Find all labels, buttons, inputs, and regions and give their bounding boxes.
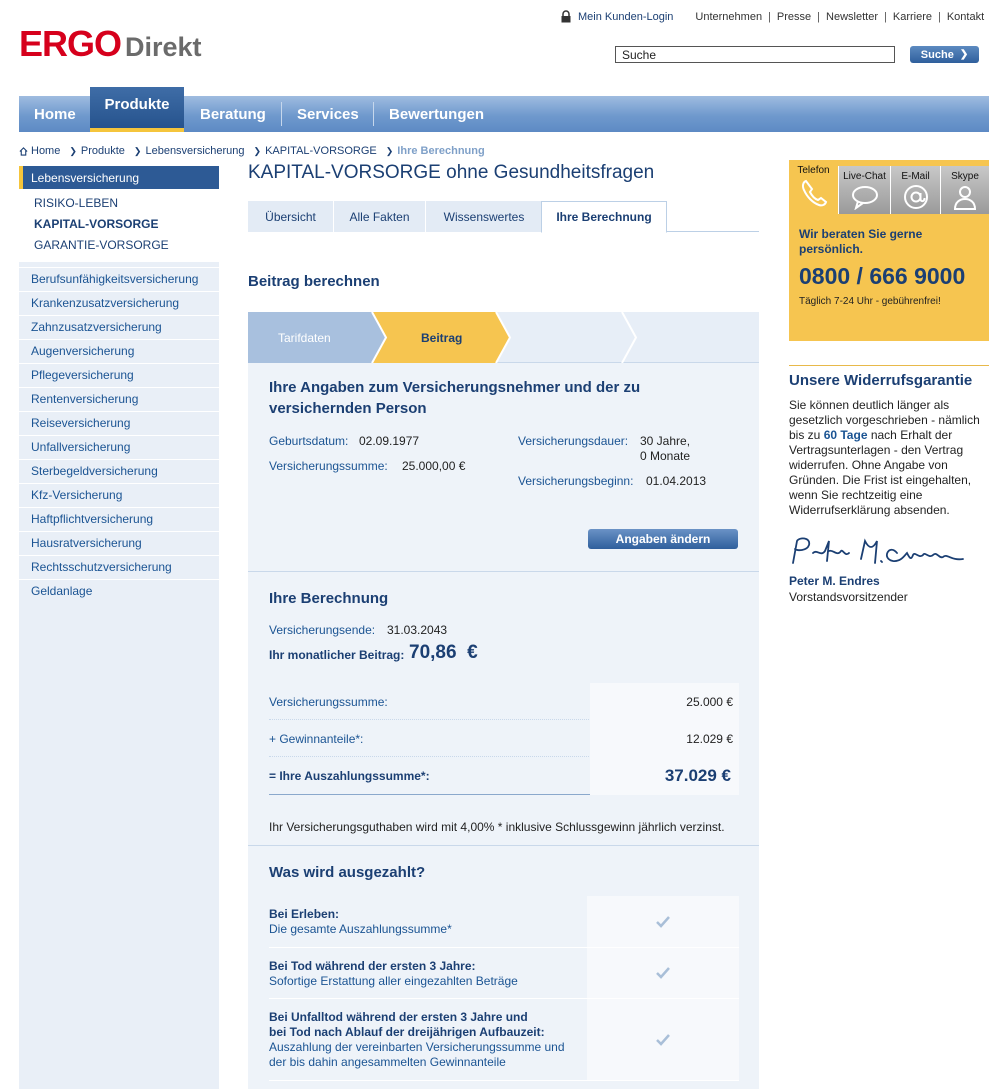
table-row [269,683,739,720]
page-title: KAPITAL-VORSORGE ohne Gesundheitsfragen [248,162,655,183]
auszahlung-bold: bei Tod nach Ablauf der dreijährigen Aufbauzeit: [269,1025,545,1039]
top-link-newsletter[interactable]: Newsletter [826,10,878,23]
breadcrumb-home[interactable] [19,145,60,157]
berechnung-panel [248,572,759,845]
breadcrumb-home-label: Home [31,145,61,157]
table-row [269,720,739,757]
list-item [269,896,739,948]
breadcrumb-lebensversicherung[interactable] [134,145,245,157]
row-label-versicherungssumme: Versicherungssumme: [269,694,388,709]
chevron-right-icon: ❯ [253,145,262,156]
sidebar-item-renten[interactable]: Rentenversicherung [19,387,219,411]
versicherungsbeginn-label: Versicherungsbeginn: [518,474,634,488]
checkmark-icon [656,916,670,928]
kunden-login-label: Mein Kunden-Login [578,10,674,23]
chat-bubble-icon [850,184,880,210]
nav-home[interactable]: Home [34,105,76,123]
angaben-aendern-button[interactable]: Angaben ändern [588,529,738,549]
sidebar-item-augen[interactable]: Augenversicherung [19,339,219,363]
contact-tab-telefon-label: Telefon [797,165,830,176]
lock-icon [560,10,572,23]
widerrufsgarantie-title: Unsere Widerrufsgarantie [789,372,973,389]
contact-tab-skype-label: Skype [951,171,979,182]
row-value-versicherungssumme: 25.000 € [590,683,739,720]
breadcrumb-kapital-vorsorge-label: KAPITAL-VORSORGE [265,145,377,157]
nav-produkte[interactable]: Produkte [90,87,184,132]
row-value-auszahlungssumme: 37.029 € [590,757,739,795]
contact-tab-email-label: E-Mail [901,171,930,182]
contact-box [789,160,989,341]
versicherungsende-label: Versicherungsende: [269,623,376,637]
versicherungsdauer-monate: 0 Monate [640,449,691,463]
ergo-direkt-logo[interactable] [19,23,202,64]
auszahlung-bold: Bei Erleben: [269,907,340,921]
top-link-karriere[interactable]: Karriere [892,10,932,23]
step-beitrag: Beitrag [421,330,463,345]
versicherungssumme-label: Versicherungssumme: [269,459,388,473]
tab-ihre-berechnung[interactable]: Ihre Berechnung [541,201,667,233]
contact-text: Wir beraten Sie gerne persönlich. [799,227,923,256]
contact-phone-number[interactable]: 0800 / 666 9000 [799,263,966,289]
versicherungssumme-value: 25.000,00 € [402,459,466,473]
widerrufsgarantie-highlight: 60 Tage [823,428,868,442]
sidebar-item-zahnzusatz[interactable]: Zahnzusatzversicherung [19,315,219,339]
auszahlung-title: Was wird ausgezahlt? [269,864,426,881]
checkmark-icon [656,967,670,979]
contact-tab-telefon[interactable] [789,160,838,214]
nav-bewertungen[interactable]: Bewertungen [373,96,484,132]
table-row-sum [269,757,739,795]
tab-wissenswertes[interactable]: Wissenswertes [425,201,542,232]
signer-name: Peter M. Endres [789,574,880,588]
phone-icon [799,178,829,208]
search-button-label: Suche [920,48,954,61]
sidebar-item-krankenzusatz[interactable]: Krankenzusatzversicherung [19,291,219,315]
tab-alle-fakten[interactable]: Alle Fakten [333,201,425,232]
widerrufsgarantie-text-after: nach Erhalt der Vertragsunterlagen - den Vertrag widerrufen. Ohne Angabe von Gründen. Die Frist ist eingehalten, wenn Sie rechtzeitig eine Widerrufserklärung absenden. [789,428,972,517]
contact-tab-skype[interactable] [940,166,989,214]
person-icon [950,184,980,210]
section-title: Beitrag berechnen [248,273,380,290]
contact-hours: Täglich 7-24 Uhr - gebührenfrei! [799,296,941,307]
versicherungsdauer-jahre: 30 Jahre, [640,434,691,448]
sidebar-heading-lebensversicherung[interactable]: Lebensversicherung [19,166,219,189]
sidebar-item-hausrat[interactable]: Hausratversicherung [19,531,219,555]
angaben-title-line2: versichernden Person [269,400,427,417]
search-button[interactable] [910,46,979,63]
top-link-presse[interactable]: Presse [776,10,812,23]
row-label-gewinnanteile: + Gewinnanteile*: [269,731,364,746]
auszahlung-text: Auszahlung der vereinbarten Versicherungssumme und [269,1040,565,1054]
versicherungsende-value: 31.03.2043 [387,623,448,637]
sidebar-subitem-garantie-vorsorge[interactable]: GARANTIE-VORSORGE [34,238,169,252]
row-value-gewinnanteile: 12.029 € [590,720,739,757]
search-input[interactable] [615,46,895,63]
sidebar-item-berufsunfaehigkeit[interactable]: Berufsunfähigkeitsversicherung [19,267,219,291]
kunden-login-link[interactable] [560,10,673,23]
widerrufsgarantie-text [789,398,989,518]
sidebar-item-sterbegeld[interactable]: Sterbegeldversicherung [19,459,219,483]
nav-beratung[interactable]: Beratung [200,105,266,123]
breadcrumb-current-label: Ihre Berechnung [397,145,485,157]
contact-tab-live-chat-label: Live-Chat [843,171,886,182]
at-sign-icon [901,184,931,210]
tab-uebersicht[interactable]: Übersicht [248,201,333,232]
list-item [269,948,739,999]
divider [789,365,989,366]
chevron-right-icon: ❯ [385,145,394,156]
sidebar-item-unfall[interactable]: Unfallversicherung [19,435,219,459]
breadcrumb-kapital-vorsorge[interactable] [254,145,377,157]
sidebar-subitem-kapital-vorsorge[interactable]: KAPITAL-VORSORGE [34,217,159,231]
row-label-auszahlungssumme: = Ihre Auszahlungssumme*: [269,769,430,783]
angaben-panel [248,363,759,571]
breadcrumb-lebensversicherung-label: Lebensversicherung [145,145,245,157]
logo-ergo: ERGO [19,23,122,64]
top-links: Mein Kunden-Login Unternehmen | Presse | Newsletter | Karriere | Kontakt [560,10,984,23]
sidebar-item-haftpflicht[interactable]: Haftpflichtversicherung [19,507,219,531]
berechnung-title: Ihre Berechnung [269,590,389,607]
monatlicher-beitrag-value: 70,86 € [409,642,478,663]
logo-direkt: Direkt [125,32,202,62]
breadcrumb-current [386,145,485,157]
sidebar-subitem-risiko-leben[interactable]: RISIKO-LEBEN [34,196,119,210]
sidebar [19,166,219,1089]
berechnung-table [269,683,739,795]
sidebar-subitems [19,189,219,262]
angaben-title [269,377,640,419]
sidebar-item-pflege[interactable]: Pflegeversicherung [19,363,219,387]
auszahlung-text: der bis dahin angesammelten Gewinnanteile [269,1055,506,1069]
sidebar-item-reise[interactable]: Reiseversicherung [19,411,219,435]
angaben-title-line1: Ihre Angaben zum Versicherungsnehmer und der zu [269,379,641,396]
breadcrumb-produkte[interactable] [69,145,125,157]
contact-tab-live-chat[interactable] [838,166,890,214]
auszahlung-panel [248,846,759,1089]
auszahlung-text: Die gesamte Auszahlungssumme* [269,922,452,936]
chevron-right-icon: ❯ [133,145,142,156]
sidebar-item-rechtsschutz[interactable]: Rechtsschutzversicherung [19,555,219,579]
auszahlung-bold: Bei Unfalltod während der ersten 3 Jahre und [269,1010,528,1024]
geburtsdatum-value: 02.09.1977 [359,434,420,448]
geburtsdatum-label: Geburtsdatum: [269,434,349,448]
list-item [269,999,739,1081]
breadcrumb [19,145,494,157]
home-icon [19,147,28,156]
contact-tab-email[interactable] [890,166,940,214]
handwritten-signature [789,535,969,571]
progress-steps [248,312,759,363]
auszahlung-text: Sofortige Erstattung aller eingezahlten Beträge [269,974,518,988]
top-link-kontakt[interactable]: Kontakt [946,10,985,23]
step-tarifdaten: Tarifdaten [278,330,331,345]
main-nav [19,96,989,132]
chevron-right-icon: ❯ [959,49,969,60]
breadcrumb-produkte-label: Produkte [80,145,125,157]
product-tabs [248,201,759,232]
versicherungsbeginn-value: 01.04.2013 [646,474,707,488]
sidebar-item-geldanlage[interactable]: Geldanlage [19,579,219,603]
nav-services[interactable]: Services [281,96,359,132]
monatlicher-beitrag-label: Ihr monatlicher Beitrag: [269,648,405,662]
auszahlung-bold: Bei Tod während der ersten 3 Jahre: [269,959,476,973]
checkmark-icon [656,1034,670,1046]
verzinsung-note: Ihr Versicherungsguthaben wird mit 4,00% * inklusive Schlussgewinn jährlich verzinst. [269,820,725,834]
sidebar-item-kfz[interactable]: Kfz-Versicherung [19,483,219,507]
top-link-unternehmen[interactable]: Unternehmen [695,10,763,23]
widerrufsgarantie-text-before: Sie können deutlich länger als gesetzlich vorgeschrieben - nämlich bis zu [789,398,980,442]
chevron-right-icon: ❯ [69,145,77,156]
versicherungsdauer-label: Versicherungsdauer: [518,434,629,448]
signer-role: Vorstandsvorsitzender [789,590,908,604]
